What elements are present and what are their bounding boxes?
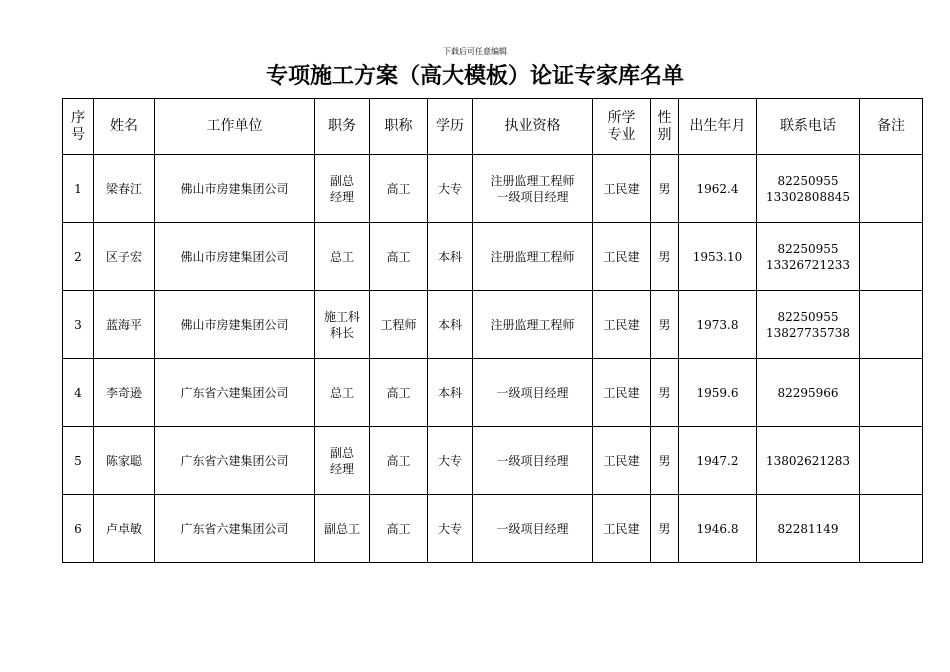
cell-unit: 佛山市房建集团公司: [155, 223, 315, 291]
cell-no: 5: [63, 427, 94, 495]
header-name: [94, 99, 155, 155]
cell-qualification: [473, 155, 593, 223]
cell-phone-line: 13302808845: [766, 189, 850, 204]
header-birth: [679, 99, 757, 155]
header-text: 专业: [607, 126, 636, 143]
cell-phone: [757, 495, 860, 563]
header-text: 工作单位: [206, 118, 263, 134]
cell-phone-line: 82250955: [777, 241, 839, 256]
cell-phone: [757, 223, 860, 291]
header-no: [63, 99, 94, 155]
cell-position: [315, 291, 370, 359]
cell-phone-line: 13827735738: [766, 325, 850, 340]
cell-qualification: [473, 359, 593, 427]
cell-major: 工民建: [593, 155, 651, 223]
cell-name: 李奇逊: [94, 359, 155, 427]
header-text: 备注: [877, 118, 905, 134]
cell-qualification-line: 一级项目经理: [496, 521, 569, 536]
cell-position-line: 经理: [329, 189, 354, 204]
header-text: 序: [71, 109, 85, 126]
header-title: [370, 99, 428, 155]
cell-birth: 1946.8: [679, 495, 757, 563]
cell-unit: 佛山市房建集团公司: [155, 291, 315, 359]
header-text: 别: [657, 126, 672, 143]
cell-birth: 1973.8: [679, 291, 757, 359]
cell-education: 本科: [428, 291, 473, 359]
cell-position-line: 副总工: [323, 521, 360, 536]
table-row: [63, 291, 923, 359]
cell-phone: [757, 427, 860, 495]
header-text: 所学: [607, 109, 636, 126]
header-text: 性: [657, 109, 672, 126]
cell-gender: 男: [651, 155, 679, 223]
cell-position-line: 总工: [329, 385, 354, 400]
cell-unit: 佛山市房建集团公司: [155, 155, 315, 223]
cell-no: 3: [63, 291, 94, 359]
table-row: [63, 155, 923, 223]
cell-major: 工民建: [593, 427, 651, 495]
cell-qualification: [473, 495, 593, 563]
cell-gender: 男: [651, 223, 679, 291]
cell-remark: [860, 291, 923, 359]
header-text: 号: [71, 126, 85, 143]
cell-title: 高工: [370, 495, 428, 563]
cell-no: 4: [63, 359, 94, 427]
cell-major: 工民建: [593, 291, 651, 359]
cell-position: [315, 155, 370, 223]
cell-position-line: 科长: [329, 325, 354, 340]
cell-no: 1: [63, 155, 94, 223]
cell-remark: [860, 495, 923, 563]
table-row: [63, 223, 923, 291]
cell-gender: 男: [651, 495, 679, 563]
cell-title: 高工: [370, 223, 428, 291]
cell-position-line: 经理: [329, 461, 354, 476]
cell-education: 大专: [428, 427, 473, 495]
cell-phone-line: 82295966: [777, 385, 839, 400]
cell-name: 梁春江: [94, 155, 155, 223]
cell-phone-line: 13326721233: [766, 257, 850, 272]
cell-position-line: 副总: [329, 173, 354, 188]
cell-education: 大专: [428, 155, 473, 223]
header-unit: [155, 99, 315, 155]
header-text: 执业资格: [504, 118, 561, 134]
header-text: 出生年月: [689, 118, 746, 134]
cell-remark: [860, 427, 923, 495]
cell-title: 高工: [370, 155, 428, 223]
cell-birth: 1953.10: [679, 223, 757, 291]
table-body: [63, 155, 923, 563]
cell-phone-line: 13802621283: [766, 453, 850, 468]
header-position: [315, 99, 370, 155]
cell-unit: 广东省六建集团公司: [155, 427, 315, 495]
cell-unit: 广东省六建集团公司: [155, 495, 315, 563]
cell-qualification: [473, 427, 593, 495]
cell-birth: 1959.6: [679, 359, 757, 427]
cell-no: 2: [63, 223, 94, 291]
cell-qualification: [473, 223, 593, 291]
cell-phone: [757, 291, 860, 359]
cell-gender: 男: [651, 359, 679, 427]
cell-no: 6: [63, 495, 94, 563]
cell-position-line: 总工: [329, 249, 354, 264]
header-text: 姓名: [110, 118, 138, 134]
cell-remark: [860, 155, 923, 223]
table-row: [63, 359, 923, 427]
table-row: [63, 427, 923, 495]
cell-position-line: 施工科: [323, 309, 360, 324]
header-education: [428, 99, 473, 155]
cell-gender: 男: [651, 291, 679, 359]
cell-position: [315, 223, 370, 291]
cell-birth: 1962.4: [679, 155, 757, 223]
cell-major: 工民建: [593, 359, 651, 427]
cell-qualification-line: 一级项目经理: [496, 385, 569, 400]
document-title: 专项施工方案（高大模板）论证专家库名单: [265, 64, 684, 89]
header-text: 学历: [436, 118, 464, 134]
cell-major: 工民建: [593, 495, 651, 563]
cell-position: [315, 495, 370, 563]
cell-qualification-line: 注册监理工程师: [490, 173, 575, 188]
cell-phone: [757, 359, 860, 427]
cell-remark: [860, 223, 923, 291]
cell-title: 工程师: [370, 291, 428, 359]
cell-phone-line: 82250955: [777, 309, 839, 324]
header-qualification: [473, 99, 593, 155]
cell-gender: 男: [651, 427, 679, 495]
cell-birth: 1947.2: [679, 427, 757, 495]
cell-major: 工民建: [593, 223, 651, 291]
cell-phone-line: 82281149: [777, 521, 839, 536]
cell-name: 陈家聪: [94, 427, 155, 495]
cell-phone: [757, 155, 860, 223]
cell-position: [315, 359, 370, 427]
cell-qualification-line: 一级项目经理: [496, 189, 569, 204]
expert-roster-table: [62, 98, 923, 563]
cell-name: 蓝海平: [94, 291, 155, 359]
cell-education: 大专: [428, 495, 473, 563]
table-header-row: [63, 99, 923, 155]
cell-qualification-line: 注册监理工程师: [490, 249, 575, 264]
cell-position: [315, 427, 370, 495]
cell-title: 高工: [370, 427, 428, 495]
cell-title: 高工: [370, 359, 428, 427]
cell-qualification-line: 注册监理工程师: [490, 317, 575, 332]
cell-education: 本科: [428, 359, 473, 427]
header-text: 联系电话: [780, 118, 836, 134]
header-gender: [651, 99, 679, 155]
header-text: 职务: [328, 118, 356, 134]
header-note: 下载后可任意编辑: [443, 47, 507, 56]
cell-phone-line: 82250955: [777, 173, 839, 188]
cell-name: 卢卓敏: [94, 495, 155, 563]
header-major: [593, 99, 651, 155]
cell-position-line: 副总: [329, 445, 354, 460]
header-text: 职称: [384, 118, 413, 134]
cell-qualification-line: 一级项目经理: [496, 453, 569, 468]
cell-education: 本科: [428, 223, 473, 291]
cell-unit: 广东省六建集团公司: [155, 359, 315, 427]
table-row: [63, 495, 923, 563]
header-phone: [757, 99, 860, 155]
cell-qualification: [473, 291, 593, 359]
cell-name: 区子宏: [94, 223, 155, 291]
cell-remark: [860, 359, 923, 427]
header-remark: [860, 99, 923, 155]
